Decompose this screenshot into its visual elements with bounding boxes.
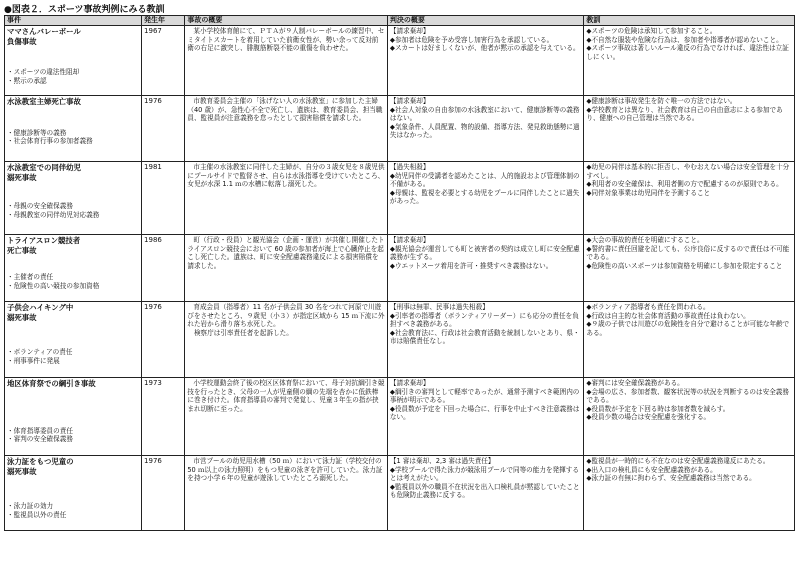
lessons-cell: ◆大会の事故的責任を明確にすること。 ◆誓約書に責任回避を記しても、公序良俗に反するので責任は不可能である。 ◆危険性の高いスポーツは参加資格を明確にし参加を限定すること — [584, 235, 795, 302]
summary-cell: 市営プールの幼児用水槽（50 ｍ）において泳力証（学校交付の 50 ｍ以上の泳力照明）をもつ児童の泳ぎを許可していた。泳力証を持つ小学６年の児童が遊泳していたところ溺死した。 — [185, 456, 388, 531]
header-judgment: 判決の概要 — [387, 16, 583, 26]
case-cell — [5, 302, 142, 378]
figure-title: ●図表２．スポーツ事故判例にみる教訓 — [4, 5, 165, 15]
case-title: ママさんバレーボール 負傷事故 — [7, 27, 81, 46]
summary-cell: 某小学校体育館にて、ＰＴＡが９人制バレーボールの練習中、セミタイトスカートを着用していた前衛女性が、勢い余って反対前衛の右足に激突し、腓腹筋断裂不能の重傷を負わせた。 — [185, 26, 388, 96]
lessons-cell: ◆スポーツの危険は承知して参加すること。 ◆不自然な服装や危険な行為は、参加者や指導者が認めないこと。 ◆スポーツ事故は著しいルール違反の行為でなければ、違法性は立証しにくい。 — [584, 26, 795, 96]
year-cell: 1967 — [142, 26, 185, 96]
year-cell: 1976 — [142, 456, 185, 531]
year-cell: 1976 — [142, 302, 185, 378]
case-title: トライアスロン競技者 死亡事故 — [7, 236, 81, 255]
header-row — [5, 16, 795, 26]
summary-cell: 町（行政・役員）と観光協会（企画・運営）が共催し開催したトライアスロン競技会において 60 歳の参加者が海上で心臓停止を起こし死亡した。遺族は、町に安全配慮義務違反による損害賠償を請求した。 — [185, 235, 388, 302]
table-row — [5, 96, 795, 162]
judgment-cell: 【請求棄却】 ◆観光協会が運営しても町と被害者の契約は成立し町に安全配慮義務が生ずる。 ◆ウエットスーツ着用を許可・推奨すべき義務はない。 — [387, 235, 583, 302]
year-cell: 1986 — [142, 235, 185, 302]
case-cell — [5, 96, 142, 162]
summary-cell: 市教育委員会主催の「泳げない人の水泳教室」に参加した主婦（40 歳）が、急性心不全で死亡し、遺族は、教育委員会、担当職員、監視員が注意義務を怠ったとして損害賠償を請求した。 — [185, 96, 388, 162]
header-year: 発生年 — [142, 16, 185, 26]
table-row — [5, 26, 795, 96]
header-lessons: 教訓 — [584, 16, 795, 26]
lessons-cell: ◆ボランティア指導者も責任を問われる。 ◆行政は自主的な社会体育活動の事故責任は負わない。 ◆９歳の子供では川遊びの危険性を自分で避けることが可能な年齢である。 — [584, 302, 795, 378]
header-summary: 事故の概要 — [185, 16, 388, 26]
case-title: 水泳教室での同伴幼児 溺死事故 — [7, 163, 81, 182]
table-row — [5, 456, 795, 531]
judgment-cell: 【請求棄却】 ◆参加者は危険を予め受容し加害行為を承認している。 ◆スカートは好ましくないが、他者が黙示の承認を与えている。 — [387, 26, 583, 96]
year-cell: 1973 — [142, 378, 185, 456]
case-title: 地区体育祭での綱引き事故 — [7, 379, 96, 388]
case-issues: ・スポーツの違法性阻却 ・黙示の承認 — [7, 68, 80, 85]
judgment-cell: 【刑事は無罪、民事は過失相殺】 ◆引率者の指導者（ボランティアリーダー）にも応分の責任を負担すべき義務がある。 ◆社会教育法に、行政は社会教育活動を統制しないとあり、県・市は賠償責任なし。 — [387, 302, 583, 378]
year-cell: 1976 — [142, 96, 185, 162]
sports-accident-cases-table — [4, 15, 795, 531]
judgment-cell: 【請求棄却】 ◆社会人対象の自由参加の水泳教室において、健康診断等の義務はない。 ◆気象条件、人員配置、物的設備、指導方法、発見救助態勢に過失はなかった。 — [387, 96, 583, 162]
year-cell: 1981 — [142, 162, 185, 235]
table-row — [5, 378, 795, 456]
judgment-cell: 【請求棄却】 ◆綱引きの審判として軽率であったが、通常予測すべき範囲内の事柄が明示である。 ◆役員数が予定を下回った場合に、行事を中止すべき注意義務はない。 — [387, 378, 583, 456]
judgment-cell: 【過失相殺】 ◆幼児同伴の受講者を認めたことは、人的施設および管理体制の不備がある。 ◆母親は、監視を必要とする幼児をプールに同伴したことに過失があった。 — [387, 162, 583, 235]
summary-cell: 育成会員（指導者）11 名が子供会員 30 名をつれて河原で川遊びをさせたところ、９歳児（小３）が指定区域から 15 ｍ下流に外れた岩から滑り落ち水死した。 検察庁は引率責任者を起訴した。 — [185, 302, 388, 378]
lessons-cell: ◆幼児の同伴は基本的に拒否し、やむおえない場合は安全管理を十分すべし。 ◆利用者の安全確保は、利用者側の方で配慮するのが原則である。 ◆同伴対象事業は幼児同伴を予測すること — [584, 162, 795, 235]
case-title: 泳力証をもつ児童の 溺死事故 — [7, 457, 74, 476]
case-title: 子供会ハイキング中 溺死事故 — [7, 303, 74, 322]
summary-cell: 市主催の水泳教室に同伴した主婦が、自分の３歳女児を８歳児供にプールサイドで監督させ、自らは水泳指導を受けていたところ、女児が水深 1.1 ｍの水槽に転落し溺死した。 — [185, 162, 388, 235]
case-issues: ・体育指導委員の責任 ・審判の安全確保義務 — [7, 426, 73, 444]
case-cell — [5, 378, 142, 456]
table-row — [5, 235, 795, 302]
judgment-cell: 【1 審は棄却、2,3 審は過失責任】 ◆学校プールで得た泳力が競泳用プールで同等の能力を発揮するとは考えがたい。 ◆監視員以外の職員不在状況を出入口検札員が黙認していたことも危険防止義務に反する。 — [387, 456, 583, 531]
case-cell — [5, 162, 142, 235]
table-row — [5, 162, 795, 235]
case-title: 水泳教室主婦死亡事故 — [7, 97, 81, 106]
case-cell — [5, 235, 142, 302]
lessons-cell: ◆審判には安全確保義務がある。 ◆会場の広さ、参加者数、観客状況等の状況を判断するのは安全義務である。 ◆役員数が予定を下回る時は参加者数を減らす。 ◆役員少数の場合は安全配慮を強化する。 — [584, 378, 795, 456]
header-case: 事件 — [5, 16, 142, 26]
table-row — [5, 302, 795, 378]
case-issues: ・主催者の責任 ・危険性の高い競技の参加資格 — [7, 273, 100, 290]
case-cell — [5, 456, 142, 531]
lessons-cell: ◆監視員が一時的にも不在なのは安全配慮義務違反にあたる。 ◆出入口の検札員にも安全配慮義務がある。 ◆泳力証の有無に拘わらず、安全配慮義務は当然である。 — [584, 456, 795, 531]
case-issues: ・健康診断等の義務 ・社会体育行事の参加者義務 — [7, 128, 93, 146]
case-cell — [5, 26, 142, 96]
case-issues: ・泳力証の効力 ・監視員以外の責任 — [7, 502, 67, 519]
summary-cell: 小学校運動会終了後の校区区体育祭において、母子対抗綱引き競技を行ったとき、父母の一人が児童側の綱の先端を杏かに低鉄棒に巻き付けた。体育指導員の審判で発覚し、児童３年生の指が挟まれ切断に至った。 — [185, 378, 388, 456]
case-issues: ・母親の安全確保義務 ・母親教室の同伴幼児対応義務 — [7, 202, 100, 219]
lessons-cell: ◆健康診断は事故発生を防ぐ唯一の方法ではない。 ◆学校教育とは異なり、社会教育は自己の自由意志による参加であり、健康への自己管理は当然である。 — [584, 96, 795, 162]
case-issues: ・ボランティアの責任 ・刑事事件に発展 — [7, 348, 73, 365]
